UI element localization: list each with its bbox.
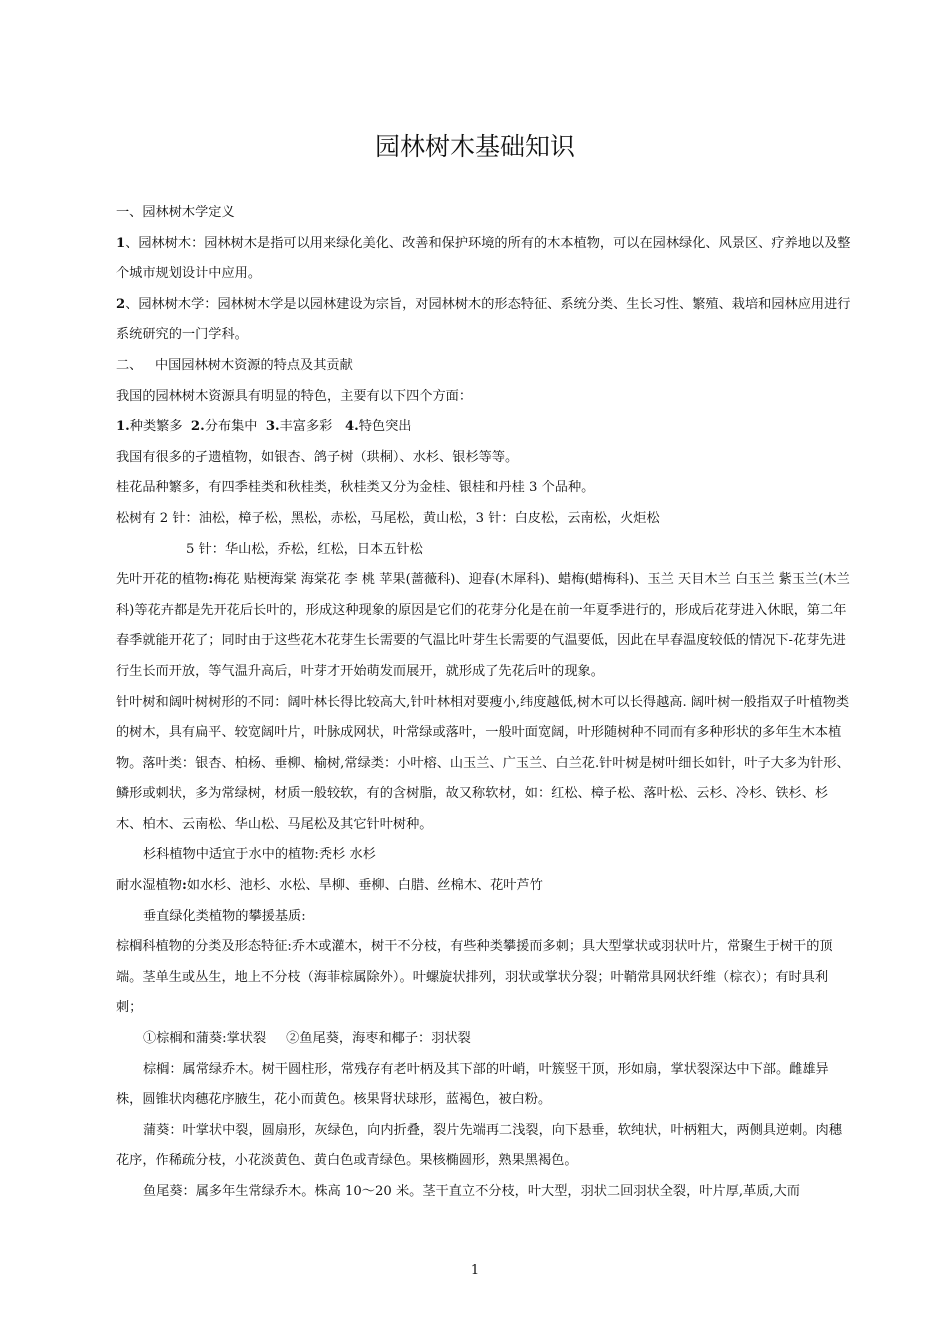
relict-plants: 我国有很多的孑遗植物，如银杏、鸽子树（珙桐）、水杉、银杉等等。	[116, 449, 519, 465]
document-body	[116, 198, 852, 1208]
feature-2-text: 分布集中	[204, 419, 258, 435]
feature-list	[116, 412, 852, 443]
flower-before-leaf-colon: :	[208, 572, 214, 588]
pukui-description: 蒲葵：叶掌状中裂，圆扇形，灰绿色，向内折叠，裂片先端再二浅裂，向下悬垂，软纯状，叶柄粗大，两侧具逆刺。肉穗花序，作稀疏分枝，小花淡黄色、黄白色或青绿色。果核椭圆形，熟果黑褐色。	[116, 1122, 842, 1169]
feature-4-number: 4.	[344, 419, 359, 435]
feature-3-text: 丰富多彩	[279, 419, 333, 435]
wet-tolerant-colon: :	[181, 878, 187, 894]
feature-1-text: 种类繁多	[129, 419, 183, 435]
vertical-greening: 垂直绿化类植物的攀援基质:	[143, 908, 306, 924]
document-title: 园林树木基础知识	[374, 132, 575, 161]
water-plants: 杉科植物中适宜于水中的植物:秃杉 水杉	[143, 847, 376, 863]
definition-1	[116, 229, 852, 290]
zonglu-description: 棕榈：属常绿乔木。树干圆柱形，常残存有老叶柄及其下部的叶峭，叶簇竖干顶，形如扇，掌状裂深达中下部。雌雄异株，圆锥状肉穗花序腋生，花小而黄色。核果肾状球形，蓝褐色，被白粉。	[116, 1061, 829, 1108]
feature-2-number: 2.	[190, 419, 205, 435]
section2-heading: 二、 中国园林树木资源的特点及其贡献	[116, 357, 353, 373]
wet-tolerant-text: 如水杉、池杉、水松、旱柳、垂柳、白腊、丝棉木、花叶芦竹	[186, 878, 543, 894]
feature-4-text: 特色突出	[358, 419, 412, 435]
palm-types	[116, 1024, 852, 1055]
yuweikui-description: 鱼尾葵：属多年生常绿乔木。株高 10～20 米。茎干直立不分枝，叶大型，羽状二回羽状全裂，叶片厚,革质,大而	[143, 1184, 800, 1199]
definition-2-text: 、园林树木学：园林树木学是以园林建设为宗旨，对园林树木的形态特征、系统分类、生长习性、繁殖、栽培和园林应用进行系统研究的一门学科。	[116, 296, 851, 343]
pine-needles-5: 5 针：华山松，乔松，红松，日本五针松	[186, 541, 423, 557]
feature-3-number: 3.	[265, 419, 280, 435]
osmanthus-varieties: 桂花品种繁多，有四季桂类和秋桂类，秋桂类又分为金桂、银桂和丹桂 3 个品种。	[116, 480, 595, 496]
palm-type-b: ②鱼尾葵，海枣和椰子：羽状裂	[286, 1031, 471, 1047]
flower-before-leaf	[116, 565, 852, 687]
palm-type-a: ①棕榈和蒲葵:掌状裂	[143, 1031, 267, 1047]
pine-needles-2-3: 松树有 2 针：油松，樟子松，黑松，赤松，马尾松，黄山松，3 针：白皮松，云南松，火炬松	[116, 510, 660, 526]
palm-classification: 棕榈科植物的分类及形态特征:乔木或灌木，树干不分枝，有些种类攀援而多刺；具大型掌状或羽状叶片，常聚生于树干的顶端。茎单生或丛生，地上不分枝（海菲棕属除外）。叶螺旋状排列，羽状或掌状分裂；叶鞘常具网状纤维（棕衣）；有时具利刺；	[116, 939, 833, 1016]
resource-intro: 我国的园林树木资源具有明显的特色，主要有以下四个方面：	[116, 388, 473, 404]
flower-before-leaf-text: 梅花 贴梗海棠 海棠花 李 桃 苹果(蔷薇科)、迎春(木犀科)、蜡梅(蜡梅科)、玉兰 天目木兰 白玉兰 紫玉兰(木兰科)等花卉都是先开花后长叶的，形成这种现象的原因是它们的花芽分化是在前一年夏季进行的，形成后花芽进入休眠，第二年春季就能开花了；同时由于这些花木花芽生长需要的气温比叶芽生长需要的气温要低，因此在早春温度较低的情况下-花芽先进行生长而开放，等气温升高后，叶芽才开始萌发而展开，就形成了先花后叶的现象。	[116, 572, 850, 679]
definition-1-text: 、园林树木：园林树木是指可以用来绿化美化、改善和保护环境的所有的木本植物，可以在园林绿化、风景区、疗养地以及整个城市规划设计中应用。	[116, 235, 851, 282]
definition-1-number: 1	[116, 235, 126, 251]
wet-tolerant-plants	[116, 871, 852, 902]
definition-2	[116, 290, 852, 351]
definition-2-number: 2	[116, 296, 126, 312]
section1-heading: 一、园林树木学定义	[116, 205, 235, 220]
feature-1-number: 1.	[116, 419, 130, 435]
flower-before-leaf-lead: 先叶开花的植物	[116, 572, 209, 588]
conifer-broadleaf: 针叶树和阔叶树树形的不同：阔叶林长得比较高大,针叶林相对要瘦小,纬度越低,树木可以长得越高. 阔叶树一般指双子叶植物类的树木，具有扁平、较宽阔叶片，叶脉成网状，叶常绿或落叶，一般叶面宽阔，叶形随树种不同而有多种形状的多年生木本植物。落叶类：银杏、柏杨、垂柳、榆树,常绿类：小叶榕、山玉兰、广玉兰、白兰花.针叶树是树叶细长如针，叶子大多为针形、鳞形或刺状，多为常绿树，材质一般较软，有的含树脂，故又称软材，如：红松、樟子松、落叶松、云杉、冷杉、铁杉、杉木、柏木、云南松、华山松、马尾松及其它针叶树种。	[116, 694, 850, 832]
wet-tolerant-lead: 耐水湿植物	[116, 878, 182, 894]
page-number: 1	[470, 1263, 480, 1278]
